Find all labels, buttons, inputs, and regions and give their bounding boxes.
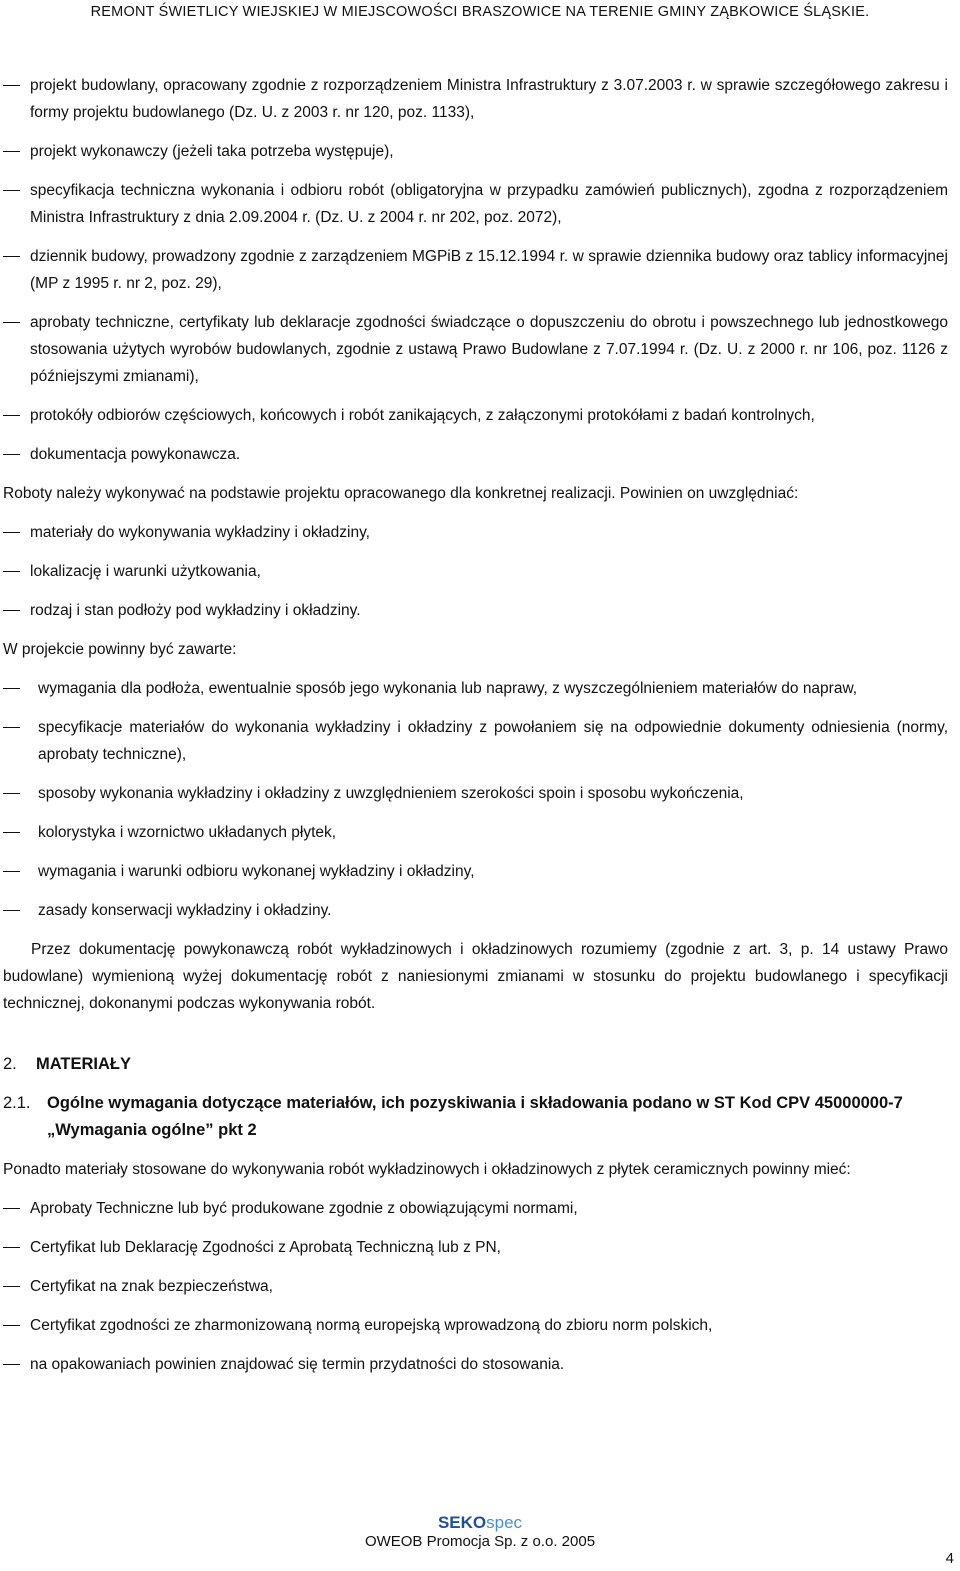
section-heading xyxy=(3,1051,948,1078)
list-item: Certyfikat lub Deklarację Zgodności z Aprobatą Techniczną lub z PN, xyxy=(3,1234,948,1261)
documentation-list xyxy=(3,72,948,468)
subsection-title: Ogólne wymagania dotyczące materiałów, ich pozyskiwania i składowania podano w ST Kod CPV 45000000-7 „Wymagania ogólne” pkt 2 xyxy=(47,1094,903,1139)
list-item: sposoby wykonania wykładziny i okładziny z uwzględnieniem szerokości spoin i sposobu wykończenia, xyxy=(3,780,948,807)
list-item: na opakowaniach powinien znajdować się termin przydatności do stosowania. xyxy=(3,1351,948,1378)
page-number: 4 xyxy=(945,1550,954,1567)
list-item: lokalizację i warunki użytkowania, xyxy=(3,558,948,585)
list-item: protokóły odbiorów częściowych, końcowych i robót zanikających, z załączonymi protokółami z badań kontrolnych, xyxy=(3,402,948,429)
project-scope-list xyxy=(3,519,948,624)
list-item: projekt wykonawczy (jeżeli taka potrzeba występuje), xyxy=(3,138,948,165)
list-item: materiały do wykonywania wykładziny i okładziny, xyxy=(3,519,948,546)
list-item: dziennik budowy, prowadzony zgodnie z zarządzeniem MGPiB z 15.12.1994 r. w sprawie dziennika budowy oraz tablicy informacyjnej (MP z 1995 r. nr 2, poz. 29), xyxy=(3,243,948,297)
list-item: Certyfikat na znak bezpieczeństwa, xyxy=(3,1273,948,1300)
list-item: zasady konserwacji wykładziny i okładziny. xyxy=(3,897,948,924)
project-contents-list xyxy=(3,675,948,924)
materials-requirements-list xyxy=(3,1195,948,1378)
list-item: projekt budowlany, opracowany zgodnie z rozporządzeniem Ministra Infrastruktury z 3.07.2003 r. w sprawie szczegółowego zakresu i formy projektu budowlanego (Dz. U. z 2003 r. nr 120, poz. 1133), xyxy=(3,72,948,126)
page-footer xyxy=(0,1513,960,1550)
section-title: MATERIAŁY xyxy=(36,1055,132,1073)
list-item: Aprobaty Techniczne lub być produkowane zgodnie z obowiązującymi normami, xyxy=(3,1195,948,1222)
list-item: rodzaj i stan podłoży pod wykładziny i okładziny. xyxy=(3,597,948,624)
list-item: Certyfikat zgodności ze zharmonizowaną normą europejską wprowadzoną do zbioru norm polskich, xyxy=(3,1312,948,1339)
footer-company: OWEOB Promocja Sp. z o.o. 2005 xyxy=(364,1533,596,1550)
paragraph: Roboty należy wykonywać na podstawie projektu opracowanego dla konkretnej realizacji. Powinien on uwzględniać: xyxy=(3,485,799,502)
paragraph: Ponadto materiały stosowane do wykonywania robót wykładzinowych i okładzinowych z płytek ceramicznych powinny mieć: xyxy=(3,1161,851,1178)
sekospec-logo: SEKOspec xyxy=(437,1513,523,1532)
document-body xyxy=(3,72,948,1390)
list-item: kolorystyka i wzornictwo układanych płytek, xyxy=(3,819,948,846)
list-item: aprobaty techniczne, certyfikaty lub deklaracje zgodności świadczące o dopuszczeniu do obrotu i powszechnego lub jednostkowego stosowania użytych wyrobów budowlanych, zgodnie z ustawą Prawo Budowlane z 7.07.1994 r. (Dz. U. z 2000 r. nr 106, poz. 1126 z późniejszymi zmianami), xyxy=(3,309,948,390)
running-header: REMONT ŚWIETLICY WIEJSKIEJ W MIEJSCOWOŚCI BRASZOWICE NA TERENIE GMINY ZĄBKOWICE ŚLĄSKIE. xyxy=(90,4,870,20)
subsection-number: 2.1. xyxy=(3,1094,31,1112)
paragraph: W projekcie powinny być zawarte: xyxy=(3,641,237,658)
list-item: specyfikacje materiałów do wykonania wykładziny i okładziny z powołaniem się na odpowiednie dokumenty odniesienia (normy, aprobaty techniczne), xyxy=(3,714,948,768)
list-item: wymagania dla podłoża, ewentualnie sposób jego wykonania lub naprawy, z wyszczególnieniem materiałów do napraw, xyxy=(3,675,948,702)
list-item: specyfikacja techniczna wykonania i odbioru robót (obligatoryjna w przypadku zamówień publicznych), zgodna z rozporządzeniem Ministra Infrastruktury z dnia 2.09.2004 r. (Dz. U. z 2004 r. nr 202, poz. 2072), xyxy=(3,177,948,231)
paragraph: Przez dokumentację powykonawczą robót wykładzinowych i okładzinowych rozumiemy (zgodnie z art. 3, p. 14 ustawy Prawo budowlane) wymienioną wyżej dokumentację robót z naniesionymi zmianami w stosunku do projektu budowlanego i specyfikacji technicznej, dokonanymi podczas wykonywania robót. xyxy=(3,941,948,1012)
section-number: 2. xyxy=(3,1055,17,1073)
list-item: dokumentacja powykonawcza. xyxy=(3,441,948,468)
subsection-heading xyxy=(3,1090,948,1144)
list-item: wymagania i warunki odbioru wykonanej wykładziny i okładziny, xyxy=(3,858,948,885)
